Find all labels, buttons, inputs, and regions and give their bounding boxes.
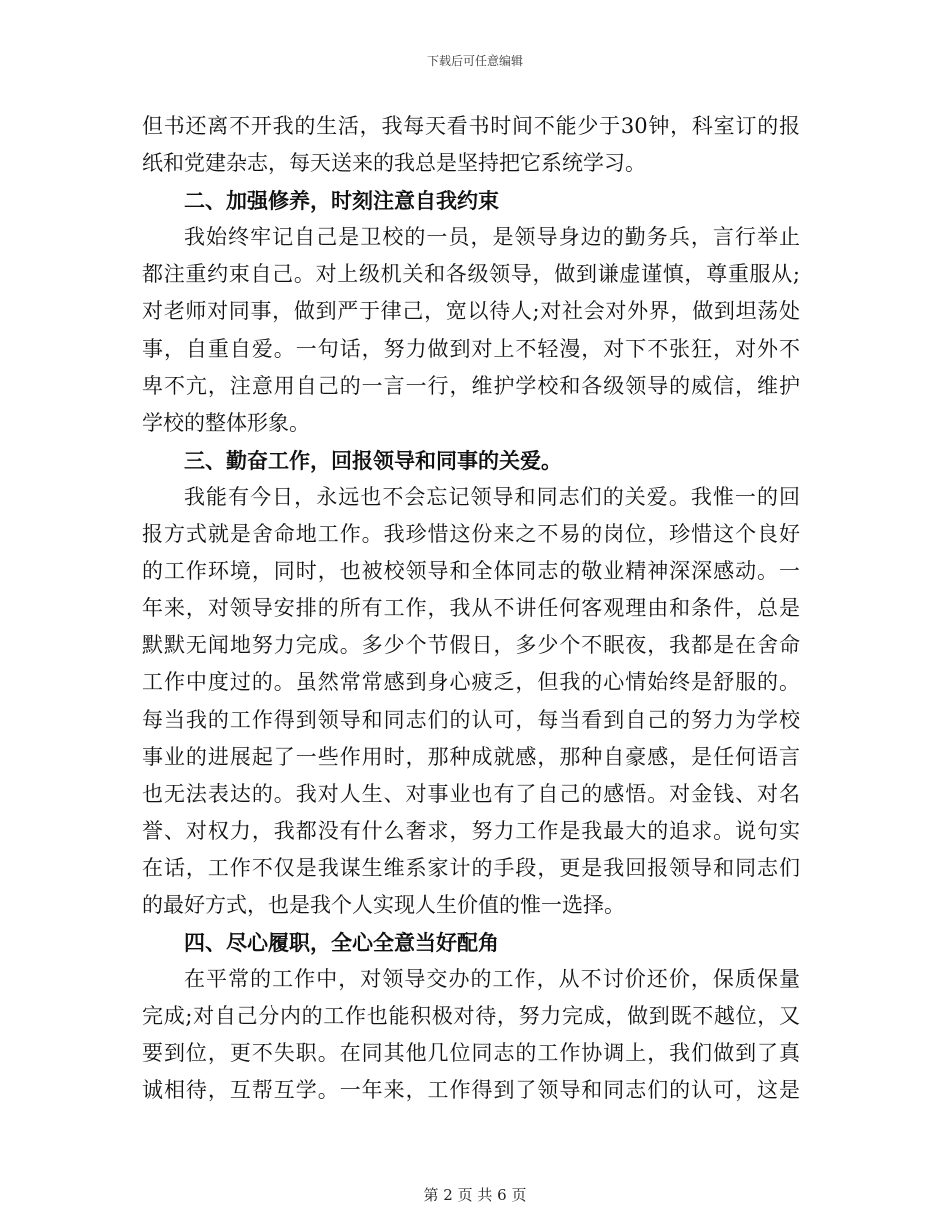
text-line: 都注重约束自己。对上级机关和各级领导，做到谦虚谨慎，尊重服从; bbox=[142, 262, 800, 287]
section-heading: 三、勤奋工作，回报领导和同事的关爱。 bbox=[184, 447, 562, 473]
text-line: 诚相待，互帮互学。一年来，工作得到了领导和同志们的认可，这是 bbox=[142, 1078, 800, 1103]
paragraph-last-line: 的最好方式，也是我个人实现人生价值的惟一选择。 bbox=[142, 892, 625, 917]
paragraph-first-line: 我始终牢记自己是卫校的一员，是领导身边的勤务兵，言行举止 bbox=[184, 225, 800, 250]
section-heading: 四、尽心履职，全心全意当好配角 bbox=[184, 930, 499, 956]
text-line: 工作中度过的。虽然常常感到身心疲乏，但我的心情始终是舒服的。 bbox=[142, 670, 800, 695]
text-line: 对老师对同事，做到严于律己，宽以待人;对社会对外界，做到坦荡处 bbox=[142, 299, 800, 324]
document-body bbox=[142, 108, 800, 1110]
text-line: 卑不亢，注意用自己的一言一行，维护学校和各级领导的威信，维护 bbox=[142, 373, 800, 398]
text-line: 誉、对权力，我都没有什么奢求，努力工作是我最大的追求。说句实 bbox=[142, 818, 800, 843]
section-heading: 二、加强修养，时刻注意自我约束 bbox=[184, 188, 499, 214]
paragraph-last-line: 学校的整体形象。 bbox=[142, 410, 310, 435]
page-footer: 第 2 页 共 6 页 bbox=[423, 1186, 527, 1204]
text-line: 但书还离不开我的生活，我每天看书时间不能少于30钟，科室订的报 bbox=[142, 114, 800, 138]
text-line: 在话，工作不仅是我谋生维系家计的手段，更是我回报领导和同志们 bbox=[142, 855, 800, 880]
paragraph-first-line: 我能有今日，永远也不会忘记领导和同志们的关爱。我惟一的回 bbox=[184, 484, 800, 509]
text-line: 要到位，更不失职。在同其他几位同志的工作协调上，我们做到了真 bbox=[142, 1041, 800, 1066]
text-line: 事，自重自爱。一句话，努力做到对上不轻漫，对下不张狂，对外不 bbox=[142, 336, 800, 361]
text-line: 的工作环境，同时，也被校领导和全体同志的敬业精神深深感动。一 bbox=[142, 559, 800, 584]
page-header: 下载后可任意编辑 bbox=[426, 54, 523, 68]
text-line: 也无法表达的。我对人生、对事业也有了自己的感悟。对金钱、对名 bbox=[142, 781, 800, 806]
paragraph-last-line: 纸和党建杂志，每天送来的我总是坚持把它系统学习。 bbox=[142, 151, 646, 176]
text-line: 年来，对领导安排的所有工作，我从不讲任何客观理由和条件，总是 bbox=[142, 596, 800, 621]
text-line: 事业的进展起了一些作用时，那种成就感，那种自豪感，是任何语言 bbox=[142, 744, 800, 769]
paragraph-first-line: 在平常的工作中，对领导交办的工作，从不讨价还价，保质保量 bbox=[184, 967, 800, 992]
text-line: 完成;对自己分内的工作也能积极对待，努力完成，做到既不越位，又 bbox=[142, 1004, 800, 1029]
text-line: 每当我的工作得到领导和同志们的认可，每当看到自己的努力为学校 bbox=[142, 707, 800, 732]
text-line: 默默无闻地努力完成。多少个节假日，多少个不眠夜，我都是在舍命 bbox=[142, 633, 800, 658]
text-line: 报方式就是舍命地工作。我珍惜这份来之不易的岗位，珍惜这个良好 bbox=[142, 522, 800, 547]
